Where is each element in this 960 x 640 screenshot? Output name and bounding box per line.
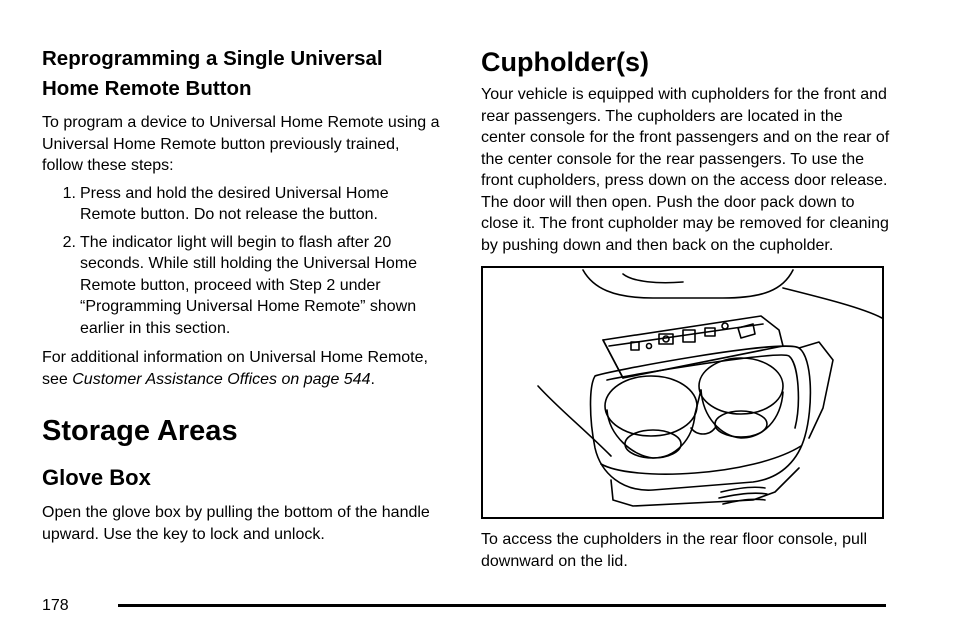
storage-heading: Storage Areas [42, 415, 238, 447]
additional-info [42, 347, 442, 390]
right-column [481, 46, 891, 578]
step-number: 1. [62, 184, 76, 202]
page-number: 178 [42, 597, 69, 614]
steps-list [42, 183, 442, 340]
glove-text: Open the glove box by pulling the bottom of the handle upward. Use the key to lock and unlock. [42, 504, 430, 543]
footer-rule [118, 604, 886, 607]
cupholder-text: Your vehicle is equipped with cupholders for the front and rear passengers. The cupholders are located in the center console for the front passengers and on the rear of the center console for the rear passengers. To use the front cupholders, press down on the access door release. The door will then open. Push the door pack down to close it. The front cupholder may be removed for cleaning by pushing down and then back on the cupholder. [481, 86, 890, 254]
reprogram-intro: To program a device to Universal Home Remote using a Universal Home Remote button previously trained, follow these steps: [42, 114, 440, 174]
cupholder-illustration [481, 266, 884, 519]
additional-suffix: . [370, 370, 375, 388]
cupholder-drawing [483, 268, 882, 517]
left-column [42, 44, 442, 551]
list-item [42, 183, 442, 226]
list-item [42, 232, 442, 340]
reprogram-heading [42, 44, 442, 104]
customer-assistance-link[interactable]: Customer Assistance Offices on page 544 [72, 370, 371, 388]
step-number: 2. [62, 233, 76, 251]
step-text: The indicator light will begin to flash after 20 seconds. While still holding the Universal Home Remote button, proceed with Step 2 under “Programming Universal Home Remote” shown earlier in this section. [80, 233, 418, 337]
rear-cupholder-text: To access the cupholders in the rear floor console, pull downward on the lid. [481, 531, 867, 570]
reprogram-heading-line2: Home Remote Button [42, 77, 252, 100]
step-text: Press and hold the desired Universal Home Remote button. Do not release the button. [80, 184, 389, 223]
glove-heading: Glove Box [42, 465, 151, 490]
reprogram-heading-line1: Reprogramming a Single Universal [42, 47, 383, 70]
cupholder-heading: Cupholder(s) [481, 47, 649, 77]
additional-prefix: For additional information on Universal Home Remote, see [42, 349, 428, 388]
